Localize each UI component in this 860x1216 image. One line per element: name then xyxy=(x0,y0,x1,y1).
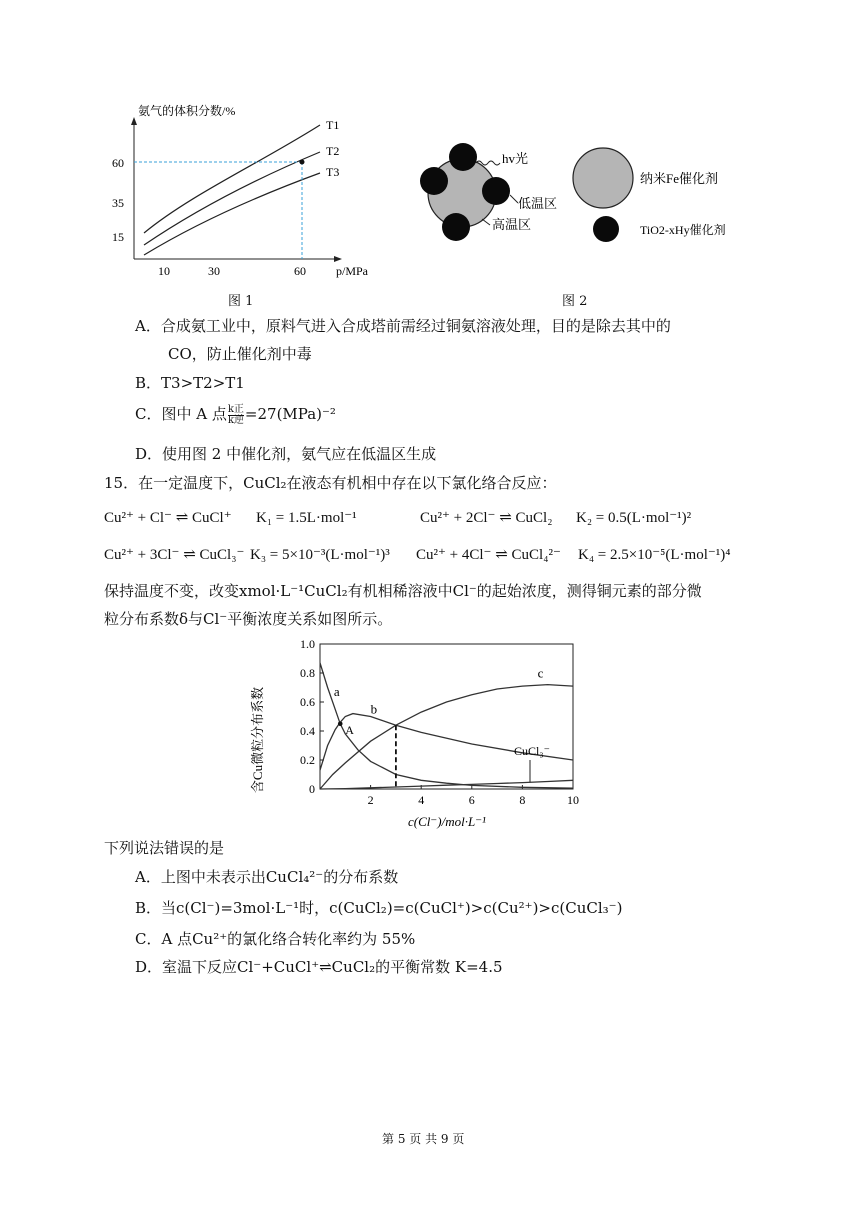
chart-ylabel: 含Cu微粒分布系数 xyxy=(250,686,265,794)
fig1-ytick-15: 15 xyxy=(112,230,124,244)
q14-option-d: D．使用图 2 中催化剂，氨气应在低温区生成 xyxy=(135,445,437,463)
chart-ytick-label: 1.0 xyxy=(300,637,315,651)
q15-reaction-2: Cu²⁺ + 2Cl⁻ ⇌ CuCl₂ xyxy=(420,510,553,526)
chart-xtick-label: 10 xyxy=(567,793,579,807)
chart-xtick-label: 2 xyxy=(367,793,374,807)
q15-reaction-3: Cu²⁺ + 3Cl⁻ ⇌ CuCl₃⁻ xyxy=(104,547,245,563)
q15-reaction-4: Cu²⁺ + 4Cl⁻ ⇌ CuCl₄²⁻ xyxy=(416,547,561,563)
q14-c-frac-den: k逆 xyxy=(227,414,244,426)
fig1-xtick-60: 60 xyxy=(294,264,306,278)
q14-option-a-line1: A．合成氨工业中，原料气进入合成塔前需经过铜氨溶液处理，目的是除去其中的 xyxy=(135,317,671,335)
q14-c-frac-num: k正 xyxy=(227,403,244,415)
fig1-label-t1: T1 xyxy=(326,118,340,132)
fig1-point xyxy=(300,160,305,165)
q15-k3: K₃ = 5×10⁻³(L·mol⁻¹)³ xyxy=(250,547,390,563)
figure-2-diagram xyxy=(410,135,790,265)
q15-option-b: B．当c(Cl⁻)=3mol·L⁻¹时，c(CuCl₂)=c(CuCl⁺)>c(Cu²⁺)>c(CuCl₃⁻) xyxy=(135,899,623,917)
q14-option-b: B．T3>T2>T1 xyxy=(135,374,245,392)
chart-ytick-label: 0 xyxy=(309,782,315,796)
tio2-particle-top xyxy=(449,143,477,171)
fig1-curve-t1 xyxy=(144,125,320,233)
fig2-light-label: hv光 xyxy=(502,151,529,166)
chart-ytick-label: 0.8 xyxy=(300,666,315,680)
q15-k4: K₄ = 2.5×10⁻⁵(L·mol⁻¹)⁴ xyxy=(578,547,731,563)
q15-paragraph-line2: 粒分布系数δ与Cl⁻平衡浓度关系如图所示。 xyxy=(104,610,393,628)
tio2-particle-right xyxy=(482,177,510,205)
chart-xtick-label: 4 xyxy=(418,793,425,807)
chart-point-label: A xyxy=(345,722,354,737)
q15-paragraph-line1: 保持温度不变，改变xmol·L⁻¹CuCl₂有机相稀溶液中Cl⁻的起始浓度，测得铜元素的部分微 xyxy=(104,582,702,600)
q15-option-d: D．室温下反应Cl⁻+CuCl⁺⇌CuCl₂的平衡常数 K=4.5 xyxy=(135,958,503,976)
chart-xtick-label: 6 xyxy=(468,793,475,807)
fig1-curve-t2 xyxy=(144,152,320,245)
chart-series-label-c: c xyxy=(537,665,544,681)
fig2-caption: 图 2 xyxy=(562,294,588,309)
chart-series-a xyxy=(320,663,573,788)
chart-series-label-a: a xyxy=(333,684,340,700)
fig1-ytick-60: 60 xyxy=(112,156,124,170)
q15-k1: K₁ = 1.5L·mol⁻¹ xyxy=(256,510,357,526)
chart-annotation-label: CuCl₃⁻ xyxy=(514,744,550,758)
fig1-label-t2: T2 xyxy=(326,144,340,158)
distribution-chart xyxy=(240,630,600,835)
chart-series-b xyxy=(320,714,573,771)
page-footer: 第 5 页 共 9 页 xyxy=(382,1132,465,1146)
q14-option-c: C．图中 A 点 k正 k逆 =27(MPa)⁻² xyxy=(135,403,336,426)
figure-1-chart xyxy=(110,95,410,295)
fig1-ytick-35: 35 xyxy=(112,196,124,210)
chart-point-a xyxy=(338,721,343,726)
fig1-caption: 图 1 xyxy=(228,294,254,309)
chart-ytick-label: 0.4 xyxy=(300,724,315,738)
tio2-particle-bottom xyxy=(442,213,470,241)
q15-option-a: A．上图中未表示出CuCl₄²⁻的分布系数 xyxy=(135,868,399,886)
q15-k2: K₂ = 0.5(L·mol⁻¹)² xyxy=(576,510,692,526)
fig1-xlabel: p/MPa xyxy=(336,264,369,278)
chart-ytick-label: 0.6 xyxy=(300,695,315,709)
chart-series-c xyxy=(320,685,573,789)
fig2-low-temp-label: 低温区 xyxy=(518,196,558,211)
legend-fe-icon xyxy=(573,148,633,208)
legend-tio2-icon xyxy=(593,216,619,242)
q15-option-c: C．A 点Cu²⁺的氯化络合转化率约为 55% xyxy=(135,930,416,948)
fig1-label-t3: T3 xyxy=(326,165,340,179)
chart-frame xyxy=(320,644,573,789)
q15-question: 下列说法错误的是 xyxy=(104,839,225,857)
q15-stem: 15．在一定温度下，CuCl₂在液态有机相中存在以下氯化络合反应： xyxy=(104,474,557,492)
fig1-xtick-10: 10 xyxy=(158,264,170,278)
q15-reaction-1: Cu²⁺ + Cl⁻ ⇌ CuCl⁺ xyxy=(104,510,232,526)
q14-option-a-line2: CO，防止催化剂中毒 xyxy=(168,345,312,363)
legend-tio2-label: TiO2-xHy催化剂 xyxy=(640,223,726,237)
fig1-xtick-30: 30 xyxy=(208,264,220,278)
fig2-high-temp-label: 高温区 xyxy=(492,217,532,232)
tio2-particle-left xyxy=(420,167,448,195)
chart-xtick-label: 8 xyxy=(519,793,526,807)
chart-ytick-label: 0.2 xyxy=(300,753,315,767)
fig1-ylabel: 氨气的体积分数/% xyxy=(138,104,236,118)
chart-xlabel: c(Cl⁻)/mol·L⁻¹ xyxy=(408,814,486,829)
chart-series-label-b: b xyxy=(370,701,378,717)
legend-fe-label: 纳米Fe催化剂 xyxy=(640,171,719,186)
